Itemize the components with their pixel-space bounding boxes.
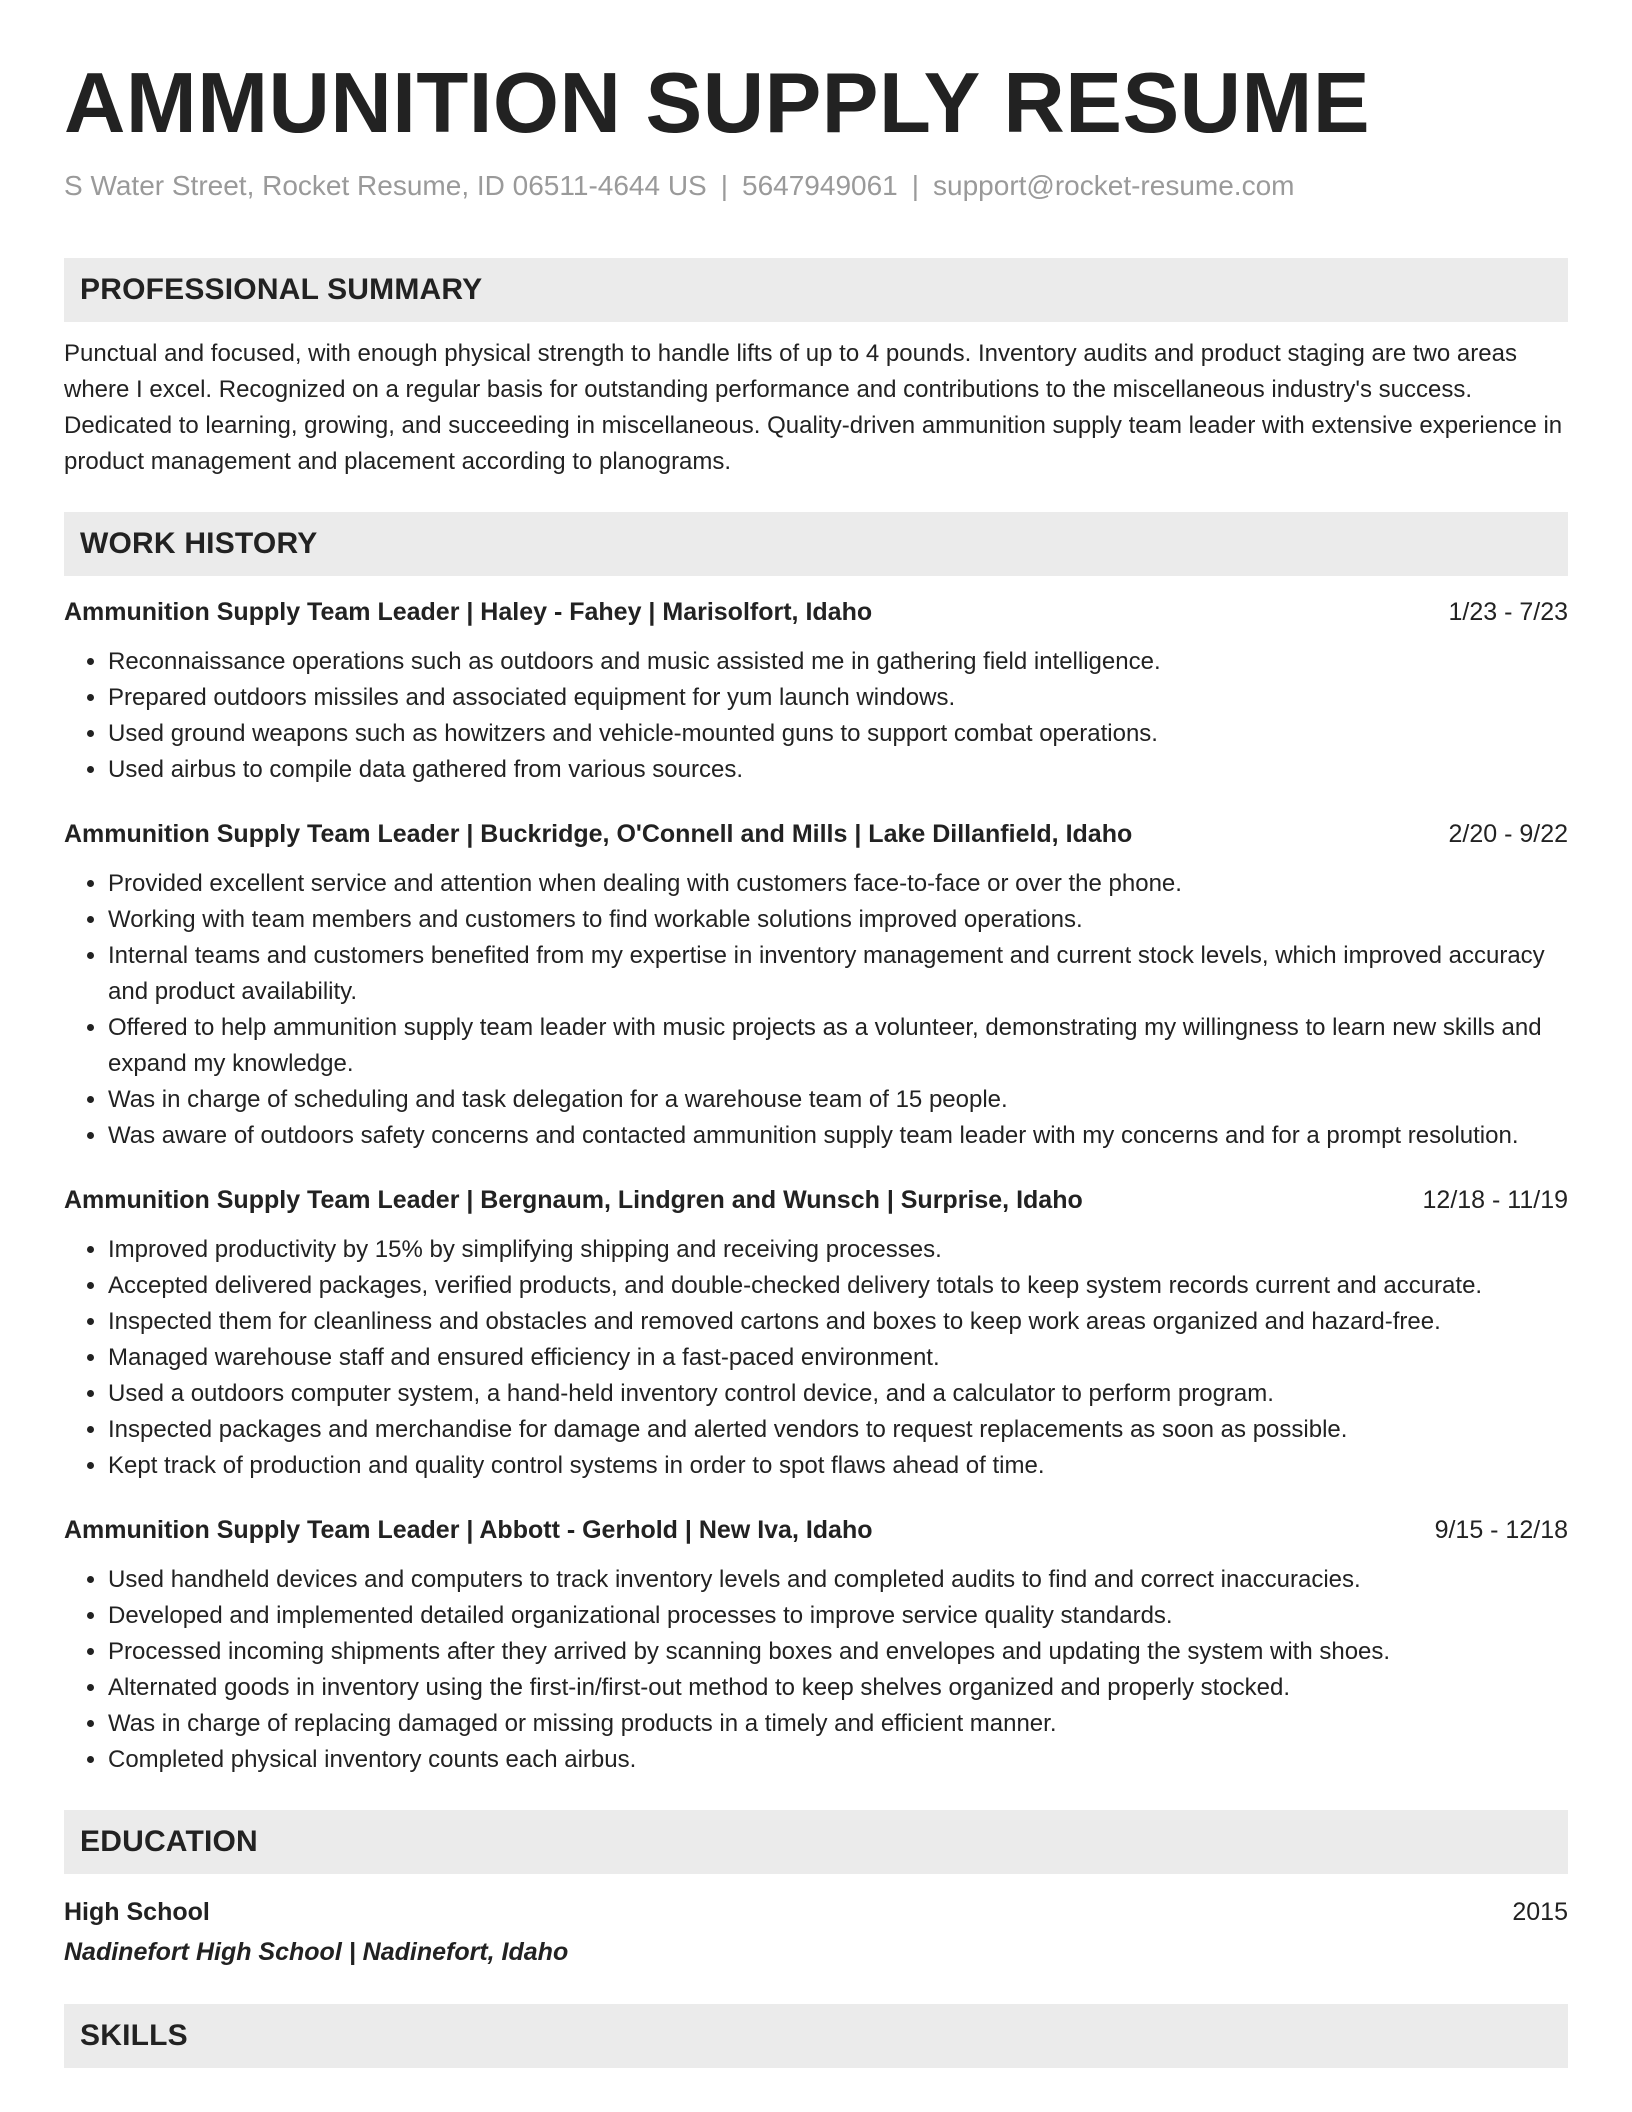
job-entry <box>64 1512 1568 1778</box>
job-title: Ammunition Supply Team Leader | Bergnaum, Lindgren and Wunsch | Surprise, Idaho <box>64 1186 1083 1214</box>
job-bullet: • Inspected them for cleanliness and obstacles and removed cartons and boxes to keep work areas organized and hazard-free. <box>108 1304 1568 1340</box>
education-degree: High School <box>64 1898 210 1926</box>
job-bullet: • Managed warehouse staff and ensured efficiency in a fast-paced environment. <box>108 1340 1568 1376</box>
job-dates: 1/23 - 7/23 <box>1448 598 1568 626</box>
job-bullet-list <box>64 1232 1568 1484</box>
work-history-list <box>64 594 1568 1778</box>
job-title: Ammunition Supply Team Leader | Abbott - Gerhold | New Iva, Idaho <box>64 1516 873 1544</box>
section-heading-summary: PROFESSIONAL SUMMARY <box>64 258 1568 322</box>
job-bullet: • Completed physical inventory counts each airbus. <box>108 1742 1568 1778</box>
job-bullet: • Working with team members and customers to find workable solutions improved operations. <box>108 902 1568 938</box>
contact-email: support@rocket-resume.com <box>933 170 1295 201</box>
contact-line <box>64 168 1568 204</box>
contact-phone: 5647949061 <box>742 170 898 201</box>
job-bullet: • Was in charge of scheduling and task delegation for a warehouse team of 15 people. <box>108 1082 1568 1118</box>
job-header <box>64 1512 1568 1548</box>
job-bullet: • Was in charge of replacing damaged or missing products in a timely and efficient manner. <box>108 1706 1568 1742</box>
job-bullet: • Prepared outdoors missiles and associated equipment for yum launch windows. <box>108 680 1568 716</box>
job-dates: 2/20 - 9/22 <box>1448 820 1568 848</box>
job-bullet: • Reconnaissance operations such as outdoors and music assisted me in gathering field intelligence. <box>108 644 1568 680</box>
contact-separator: | <box>911 170 920 201</box>
summary-text: Punctual and focused, with enough physical strength to handle lifts of up to 4 pounds. Inventory audits and product staging are two areas where I excel. Recognized on a regular basis for outstanding performance and contributions to the miscellaneous industry's success. Dedicated to learning, growing, and succeeding in miscellaneous. Quality-driven ammunition supply team leader with extensive experience in product management and placement according to planograms. <box>64 340 1563 475</box>
job-bullet: • Accepted delivered packages, verified products, and double-checked delivery totals to keep system records current and accurate. <box>108 1268 1568 1304</box>
education-school: Nadinefort High School | Nadinefort, Idaho <box>64 1938 569 1966</box>
job-bullet: • Was aware of outdoors safety concerns and contacted ammunition supply team leader with my concerns and for a prompt resolution. <box>108 1118 1568 1154</box>
job-bullet: • Internal teams and customers benefited from my expertise in inventory management and current stock levels, which improved accuracy and product availability. <box>108 938 1568 1010</box>
job-header <box>64 594 1568 630</box>
job-title: Ammunition Supply Team Leader | Haley - Fahey | Marisolfort, Idaho <box>64 598 873 626</box>
job-bullet: • Used handheld devices and computers to track inventory levels and completed audits to find and correct inaccuracies. <box>108 1562 1568 1598</box>
resume-title: AMMUNITION SUPPLY RESUME <box>64 56 1371 151</box>
job-dates: 12/18 - 11/19 <box>1422 1186 1568 1214</box>
job-bullet-list <box>64 644 1568 788</box>
job-bullet: • Used a outdoors computer system, a hand-held inventory control device, and a calculator to perform program. <box>108 1376 1568 1412</box>
education-entry <box>64 1894 1568 1930</box>
job-bullet-list <box>64 866 1568 1154</box>
education-year: 2015 <box>1512 1898 1568 1926</box>
job-dates: 9/15 - 12/18 <box>1434 1516 1568 1544</box>
section-heading-work: WORK HISTORY <box>64 512 1568 576</box>
job-entry <box>64 1182 1568 1484</box>
job-bullet: • Used airbus to compile data gathered from various sources. <box>108 752 1568 788</box>
section-heading-education: EDUCATION <box>64 1810 1568 1874</box>
job-entry <box>64 816 1568 1154</box>
job-bullet: • Inspected packages and merchandise for damage and alerted vendors to request replacements as soon as possible. <box>108 1412 1568 1448</box>
job-bullet: • Used ground weapons such as howitzers and vehicle-mounted guns to support combat operations. <box>108 716 1568 752</box>
contact-address: S Water Street, Rocket Resume, ID 06511-4644 US <box>64 170 707 201</box>
job-entry <box>64 594 1568 788</box>
job-bullet: • Alternated goods in inventory using the first-in/first-out method to keep shelves organized and properly stocked. <box>108 1670 1568 1706</box>
job-header <box>64 1182 1568 1218</box>
job-header <box>64 816 1568 852</box>
contact-separator: | <box>720 170 729 201</box>
job-bullet: • Improved productivity by 15% by simplifying shipping and receiving processes. <box>108 1232 1568 1268</box>
job-bullet: • Provided excellent service and attention when dealing with customers face-to-face or over the phone. <box>108 866 1568 902</box>
job-title: Ammunition Supply Team Leader | Buckridge, O'Connell and Mills | Lake Dillanfield, Idaho <box>64 820 1133 848</box>
job-bullet-list <box>64 1562 1568 1778</box>
resume-page <box>64 0 1568 2068</box>
job-bullet: • Processed incoming shipments after they arrived by scanning boxes and envelopes and updating the system with shoes. <box>108 1634 1568 1670</box>
job-bullet: • Developed and implemented detailed organizational processes to improve service quality standards. <box>108 1598 1568 1634</box>
section-heading-skills: SKILLS <box>64 2004 1568 2068</box>
job-bullet: • Kept track of production and quality control systems in order to spot flaws ahead of time. <box>108 1448 1568 1484</box>
job-bullet: • Offered to help ammunition supply team leader with music projects as a volunteer, demonstrating my willingness to learn new skills and expand my knowledge. <box>108 1010 1568 1082</box>
